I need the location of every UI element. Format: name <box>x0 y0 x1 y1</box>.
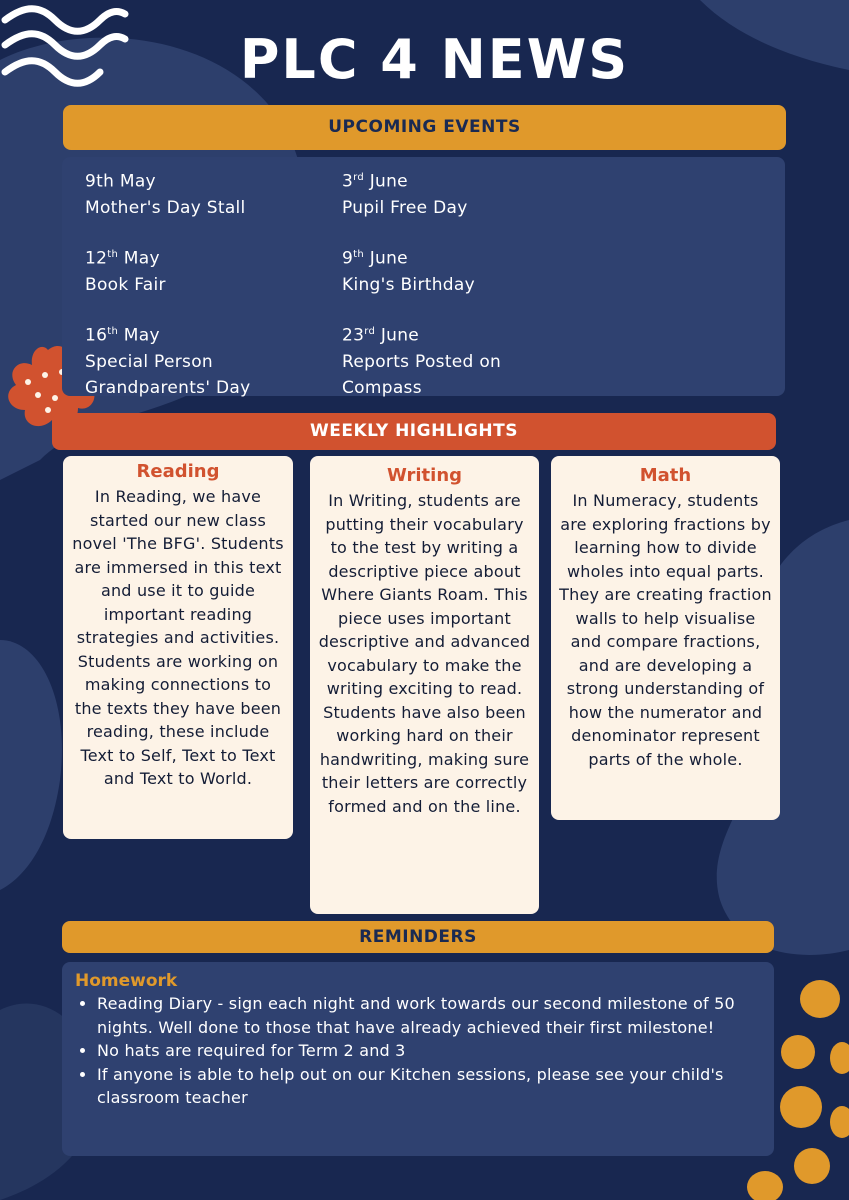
reminders-list <box>75 992 760 1110</box>
homework-heading: Homework <box>75 971 178 991</box>
page-title: PLC 4 NEWS <box>239 28 630 91</box>
event-date: 9th June <box>342 248 408 269</box>
event-title-line2: Grandparents' Day <box>85 377 251 398</box>
event-title: Book Fair <box>85 274 166 295</box>
event-item <box>342 165 468 221</box>
event-title: King's Birthday <box>342 274 475 295</box>
card-title: Reading <box>136 461 220 482</box>
event-item <box>342 242 475 298</box>
event-title-line2: Compass <box>342 377 422 398</box>
event-item <box>342 319 501 401</box>
card-body: In Numeracy, students are exploring fractions by learning how to divide wholes into equal parts. They are creating fraction walls to help visualise and compare fractions, and are developing a strong understanding of how the numerator and denominator represent parts of the whole. <box>559 491 772 769</box>
weekly-highlights-banner: WEEKLY HIGHLIGHTS <box>52 413 776 450</box>
event-date: 16th May <box>85 325 160 346</box>
event-title: Reports Posted on <box>342 351 502 372</box>
reading-card <box>63 456 293 839</box>
list-item: • Reading Diary - sign each night and work towards our second milestone of 50 nights. Well done to those that have already achieved their first milestone! <box>97 992 760 1039</box>
event-title: Mother's Day Stall <box>85 197 246 218</box>
math-card <box>551 456 780 820</box>
upcoming-events-banner: UPCOMING EVENTS <box>63 105 786 150</box>
list-item: • No hats are required for Term 2 and 3 <box>97 1039 760 1063</box>
event-date: 12th May <box>85 248 160 269</box>
writing-card <box>310 456 539 914</box>
card-body: In Reading, we have started our new class novel 'The BFG'. Students are immersed in this text and use it to guide important reading strategies and activities. Students are working on making connections to the texts they have been reading, these include Text to Self, Text to Text and Text to World. <box>72 487 284 788</box>
bg-blob-left-mid <box>0 640 62 890</box>
event-title: Pupil Free Day <box>342 197 468 218</box>
event-date: 23rd June <box>342 325 420 346</box>
event-title: Special Person <box>85 351 213 372</box>
reminders-banner: REMINDERS <box>62 921 774 953</box>
events-panel <box>62 157 785 396</box>
list-item: • If anyone is able to help out on our Kitchen sessions, please see your child's classroom teacher <box>97 1063 760 1110</box>
reminders-panel <box>62 962 774 1156</box>
event-item <box>85 319 250 401</box>
event-item <box>85 165 246 221</box>
card-body: In Writing, students are putting their vocabulary to the test by writing a descriptive piece about Where Giants Roam. This piece uses important descriptive and advanced vocabulary to make the writing exciting to read. Students have also been working hard on their handwriting, making sure their letters are correctly formed and on the line. <box>318 491 531 816</box>
event-item <box>85 242 166 298</box>
card-title: Math <box>639 465 692 486</box>
event-date: 3rd June <box>342 171 408 192</box>
event-date: 9th May <box>85 171 156 192</box>
card-title: Writing <box>386 465 463 486</box>
